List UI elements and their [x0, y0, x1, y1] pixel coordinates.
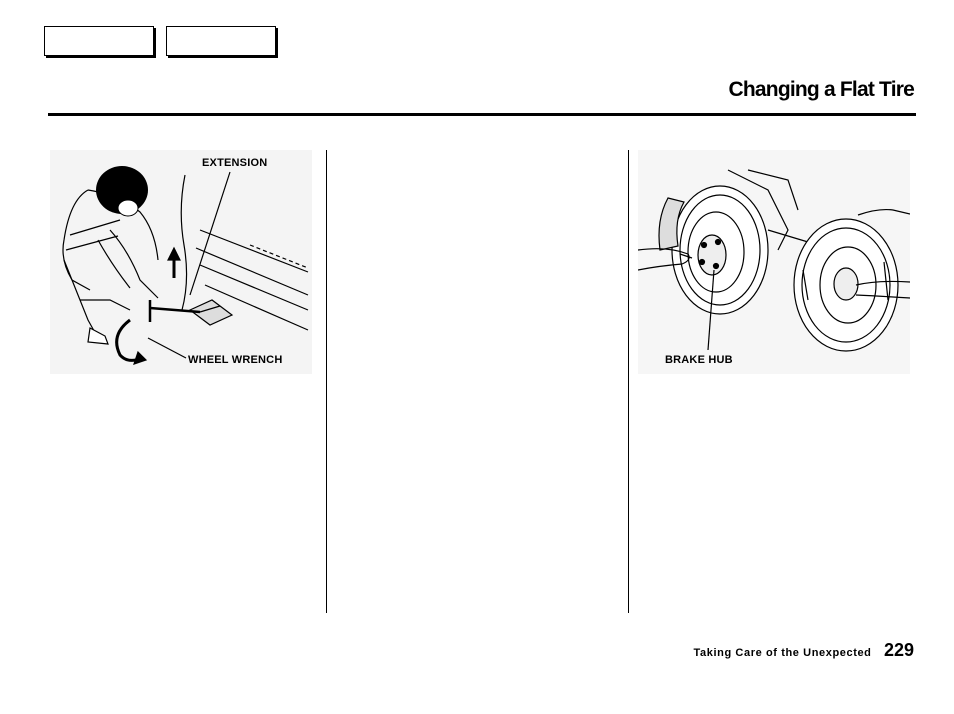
brake-hub-label: BRAKE HUB [665, 354, 733, 366]
brake-hub-illustration [638, 150, 910, 374]
page-title: Changing a Flat Tire [728, 78, 914, 101]
brake-hub-drawing [638, 150, 910, 374]
extension-label: EXTENSION [202, 157, 268, 169]
column-divider [628, 150, 629, 613]
page-number: 229 [883, 640, 914, 660]
wheel-wrench-label: WHEEL WRENCH [188, 354, 283, 366]
title-rule [48, 113, 916, 116]
page-footer [694, 640, 914, 661]
section-name: Taking Care of the Unexpected [693, 647, 872, 659]
jack-drawing [50, 150, 312, 374]
previous-page-button[interactable] [44, 26, 154, 56]
jack-illustration [50, 150, 312, 374]
column-divider [326, 150, 327, 613]
next-page-button[interactable] [166, 26, 276, 56]
